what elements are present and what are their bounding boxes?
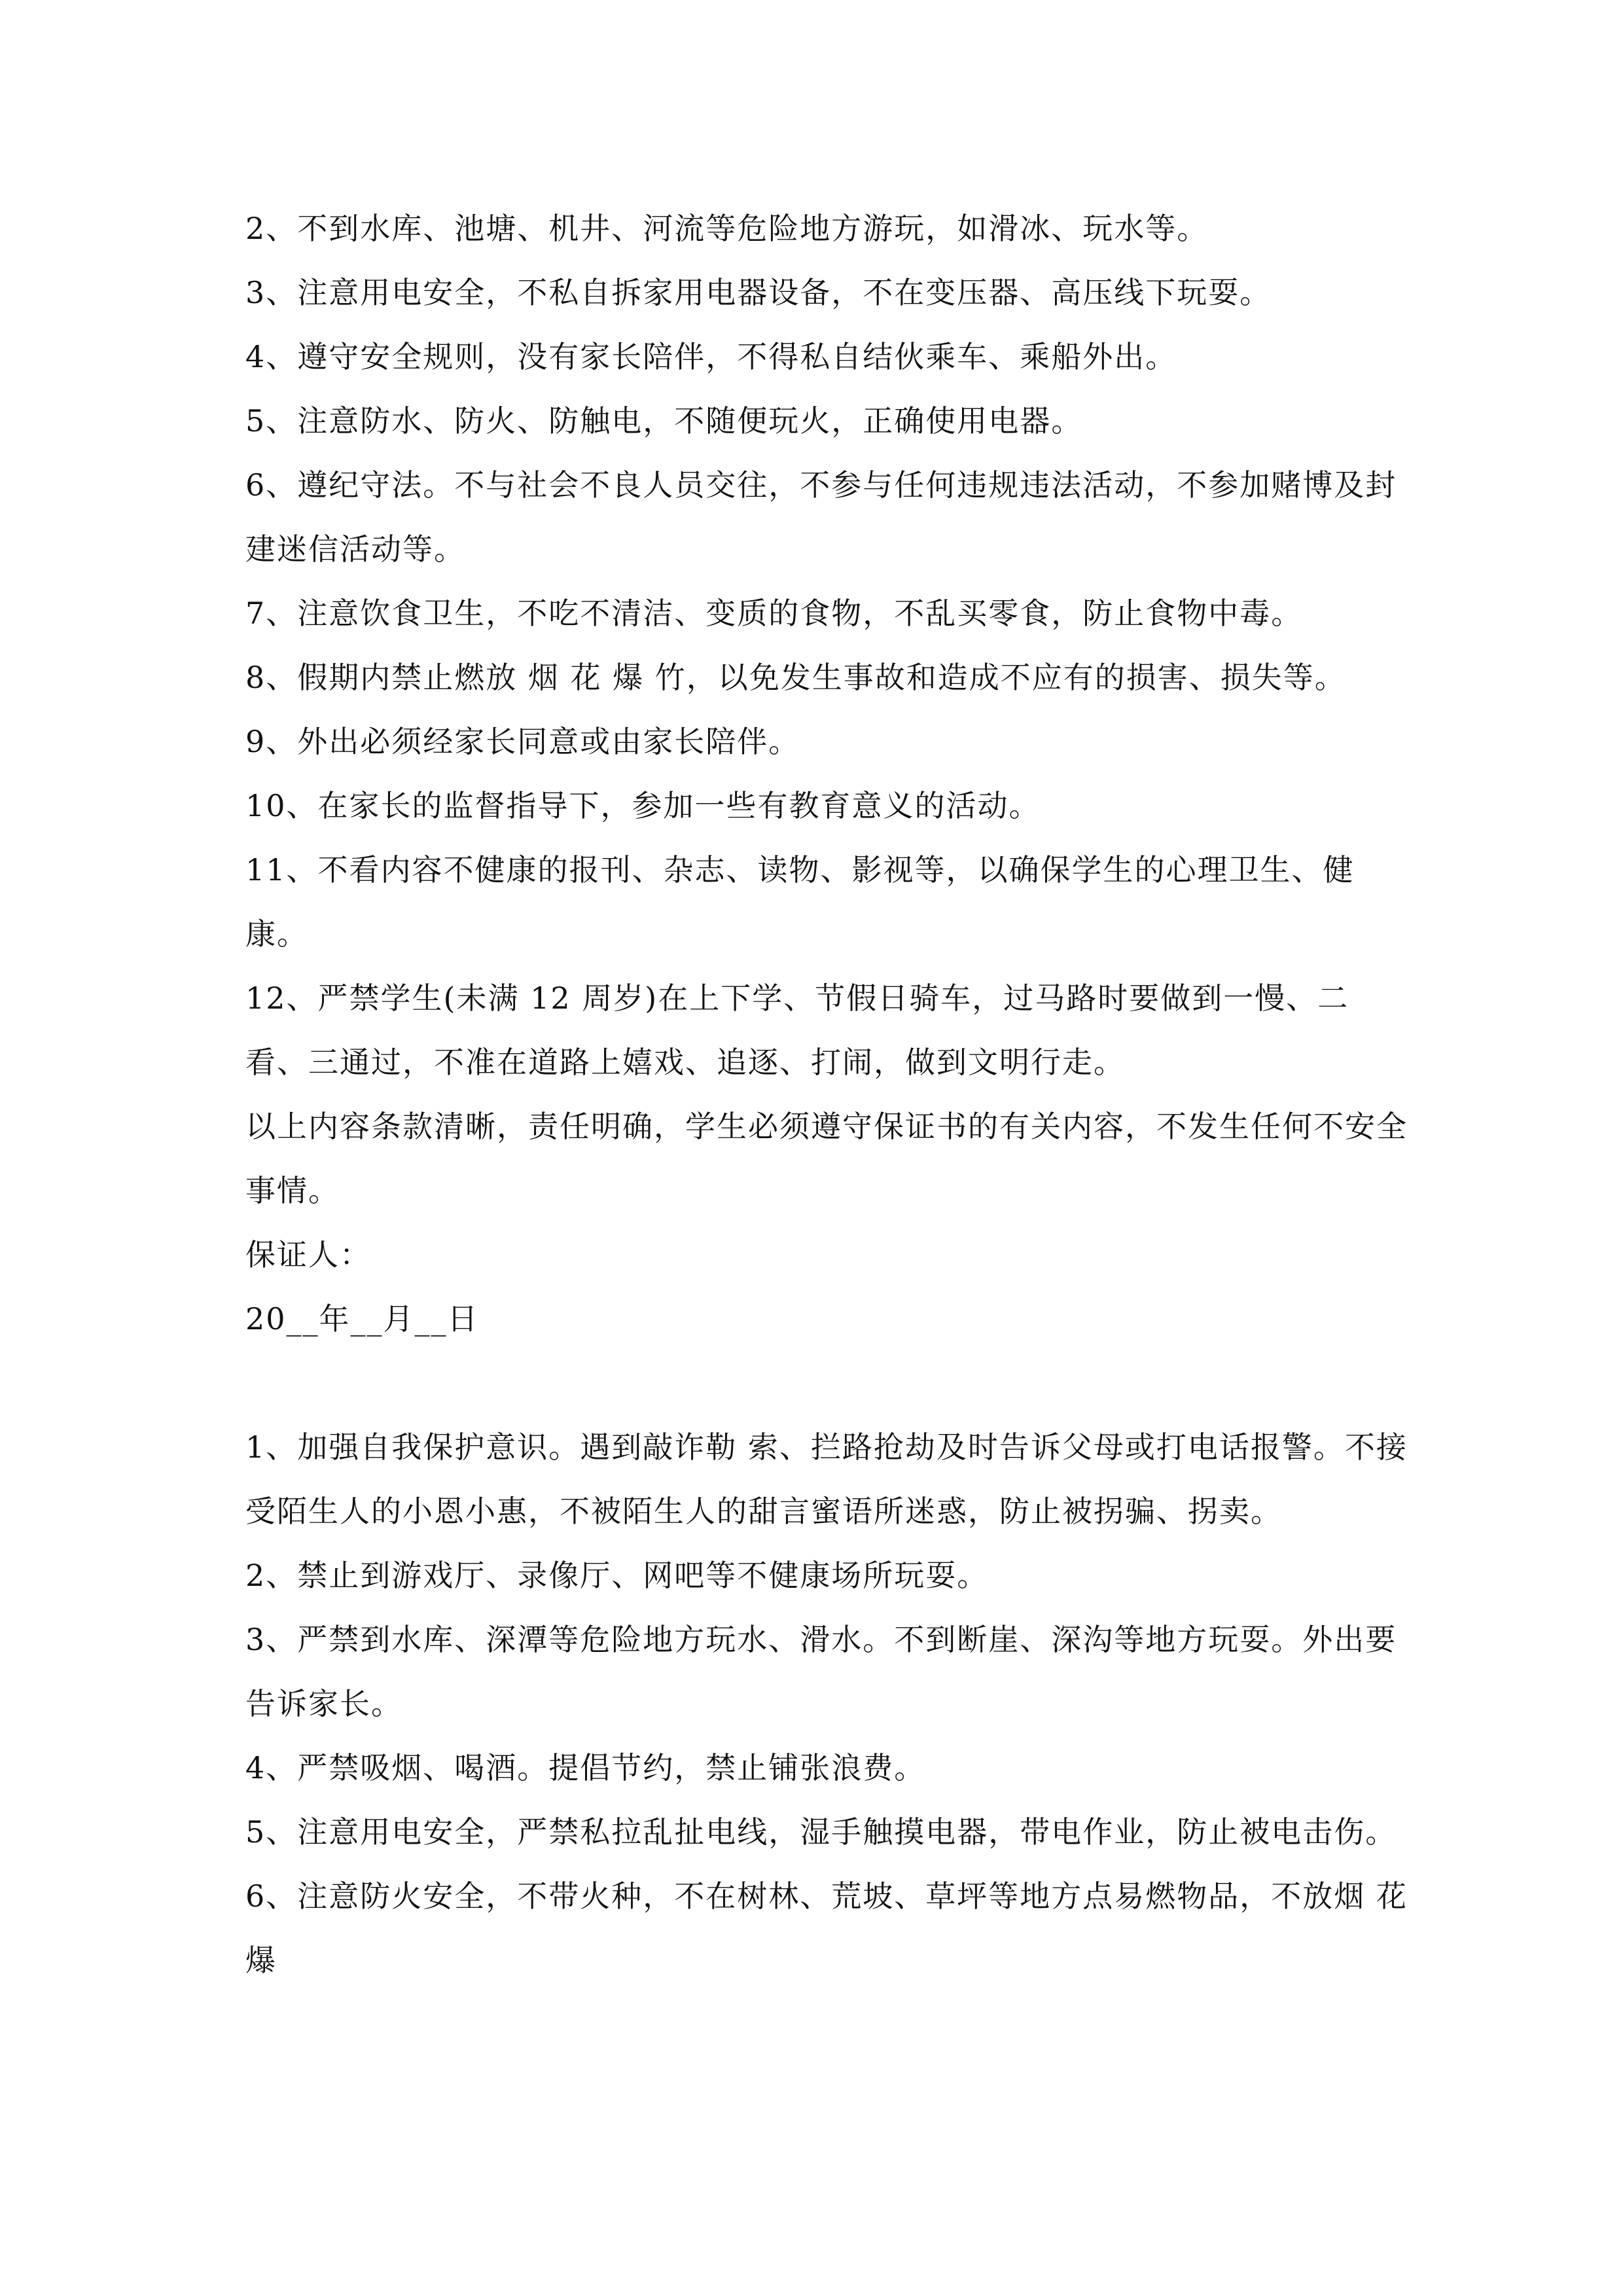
paragraph: 2、禁止到游戏厅、录像厅、网吧等不健康场所玩耍。 — [245, 1558, 989, 1593]
paragraph: 5、注意用电安全，严禁私拉乱扯电线，湿手触摸电器，带电作业，防止被电击伤。 — [245, 1814, 1397, 1850]
section-gap — [245, 1351, 1410, 1415]
paragraph: 8、假期内禁止燃放 烟 花 爆 竹，以免发生事故和造成不应有的损害、损失等。 — [245, 660, 1346, 695]
paragraph: 1、加强自我保护意识。遇到敲诈勒 索、拦路抢劫及时告诉父母或打电话报警。不接受陌生人的小恩小惠，不被陌生人的甜言蜜语所迷惑，防止被拐骗、拐卖。 — [245, 1429, 1408, 1529]
paragraph: 10、在家长的监督指导下，参加一些有教育意义的活动。 — [245, 788, 1041, 823]
paragraph: 9、外出必须经家长同意或由家长陪伴。 — [245, 724, 800, 759]
paragraph: 5、注意防水、防火、防触电，不随便玩火，正确使用电器。 — [245, 403, 1083, 439]
paragraph: 3、严禁到水库、深潭等危险地方玩水、滑水。不到断崖、深沟等地方玩耍。外出要告诉家长。 — [245, 1622, 1397, 1721]
summary-paragraph: 以上内容条款清晰，责任明确，学生必须遵守保证书的有关内容，不发生任何不安全事情。 — [245, 1109, 1408, 1208]
paragraph: 4、严禁吸烟、喝酒。提倡节约，禁止铺张浪费。 — [245, 1750, 926, 1785]
paragraph: 12、严禁学生(未满 12 周岁)在上下学、节假日骑车，过马路时要做到一慢、二看、三通过，不准在道路上嬉戏、追逐、打闹，做到文明行走。 — [245, 980, 1349, 1080]
paragraph: 2、不到水库、池塘、机井、河流等危险地方游玩，如滑冰、玩水等。 — [245, 211, 1209, 246]
paragraph: 6、遵纪守法。不与社会不良人员交往，不参与任何违规违法活动，不参加赌博及封建迷信活动等。 — [245, 467, 1397, 567]
date-line: 20__年__月__日 — [245, 1301, 479, 1336]
paragraph: 7、注意饮食卫生，不吃不清洁、变质的食物，不乱买零食，防止食物中毒。 — [245, 596, 1303, 631]
paragraph: 4、遵守安全规则，没有家长陪伴，不得私自结伙乘车、乘船外出。 — [245, 339, 1177, 374]
document-body — [245, 196, 1419, 1992]
paragraph: 11、不看内容不健康的报刊、杂志、读物、影视等，以确保学生的心理卫生、健康。 — [245, 852, 1355, 952]
paragraph: 6、注意防火安全，不带火种，不在树林、荒坡、草坪等地方点易燃物品，不放烟 花 爆 — [245, 1878, 1419, 1978]
guarantor-label: 保证人： — [245, 1237, 371, 1272]
paragraph: 3、注意用电安全，不私自拆家用电器设备，不在变压器、高压线下玩耍。 — [245, 275, 1272, 310]
